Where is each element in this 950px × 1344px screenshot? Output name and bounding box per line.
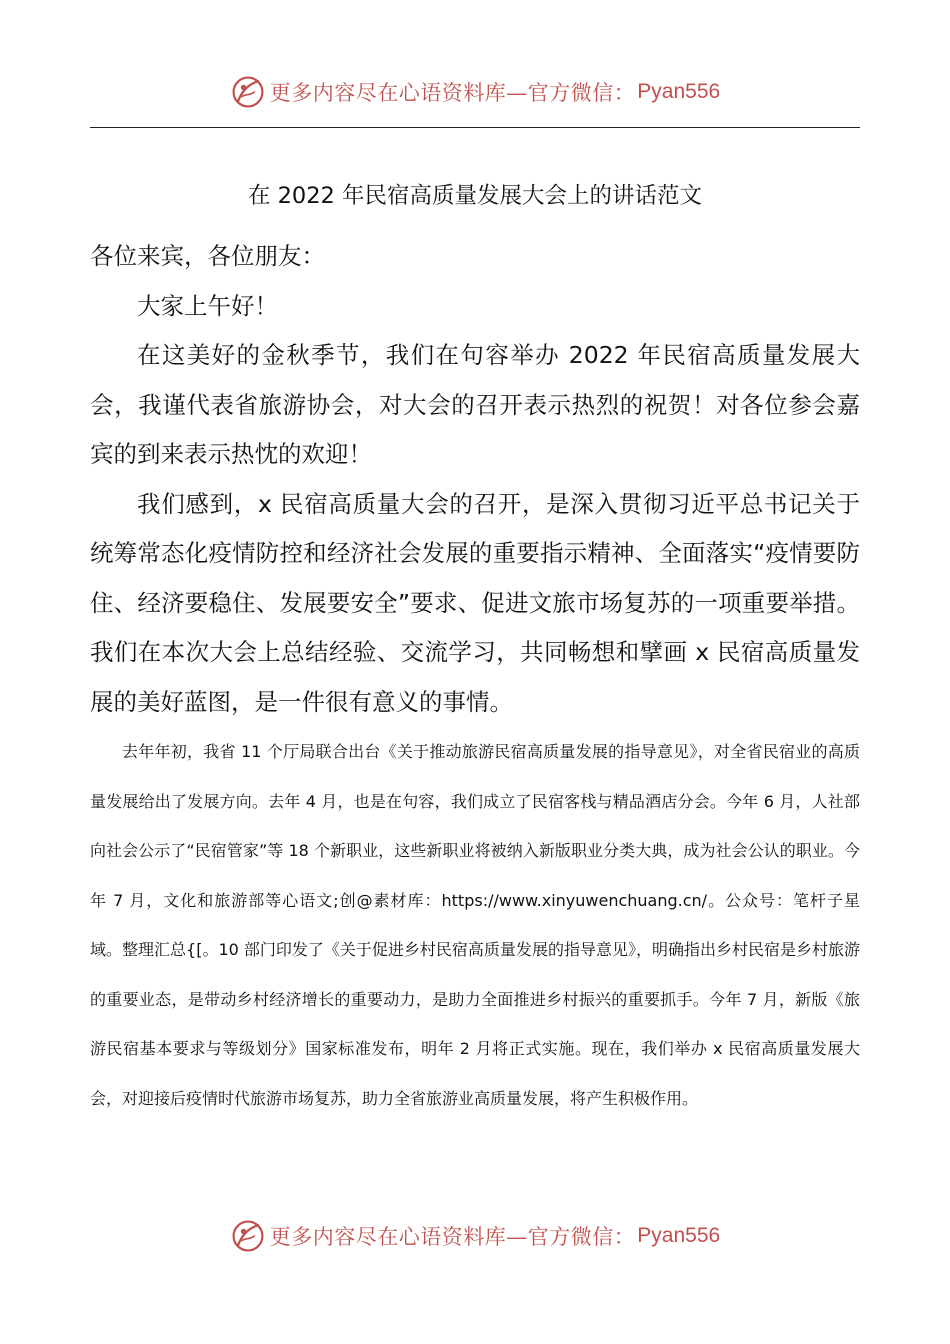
footer-brand-text: 更多内容尽在心语资料库—官方微信：	[269, 1225, 636, 1249]
paragraph-significance: 我们感到，x 民宿高质量大会的召开，是深入贯彻习近平总书记关于统筹常态化疫情防控和经济社会发展的重要指示精神、全面落实“疫情要防住、经济要稳住、发展要安全”要求、促进文旅市场复苏的一项重要举措。我们在本次大会上总结经验、交流学习，共同畅想和擘画 x 民宿高质量发展的美好蓝图，是一件很有意义的事情。	[90, 489, 860, 716]
document-title: 在 2022 年民宿高质量发展大会上的讲话范文	[247, 183, 703, 209]
document-body	[90, 176, 860, 1123]
page-footer	[0, 1216, 950, 1256]
greeting: 大家上午好！	[137, 291, 278, 320]
page-header	[0, 72, 950, 112]
header-divider	[90, 127, 860, 128]
paragraph-welcome: 在这美好的金秋季节，我们在句容举办 2022 年民宿高质量发展大会，我谨代表省旅游协会，对大会的召开表示热烈的祝贺！对各位参会嘉宾的到来表示热忱的欢迎！	[90, 341, 860, 468]
salutation: 各位来宾，各位朋友：	[90, 242, 325, 270]
paragraph-policy-background: 去年年初，我省 11 个厅局联合出台《关于推动旅游民宿高质量发展的指导意见》，对全省民宿业的高质量发展给出了发展方向。去年 4 月，也是在句容，我们成立了民宿客栈与精品酒店分会。今年 6 月，人社部向社会公示了“民宿管家”等 18 个新职业，这些新职业将被纳入新版职业分类大典，成为社会公认的职业。今年 7 月，文化和旅游部等心语文;创@素材库：https://www.xinyuwenchuang.cn/。公众号：笔杆子星域。整理汇总{[。10 部门印发了《关于促进乡村民宿高质量发展的指导意见》，明确指出乡村民宿是乡村旅游的重要业态，是带动乡村经济增长的重要动力，是助力全面推进乡村振兴的重要抓手。今年 7 月，新版《旅游民宿基本要求与等级划分》国家标准发布，明年 2 月将正式实施。现在，我们举办 x 民宿高质量发展大会，对迎接后疫情时代旅游市场复苏，助力全省旅游业高质量发展，将产生积极作用。	[90, 742, 860, 1108]
brand-logo-icon	[230, 74, 266, 110]
footer-wechat-id: Pyan556	[637, 1224, 721, 1247]
brand-logo-icon	[230, 1218, 266, 1254]
header-brand-text: 更多内容尽在心语资料库—官方微信：	[269, 81, 636, 105]
header-wechat-id: Pyan556	[637, 80, 721, 103]
